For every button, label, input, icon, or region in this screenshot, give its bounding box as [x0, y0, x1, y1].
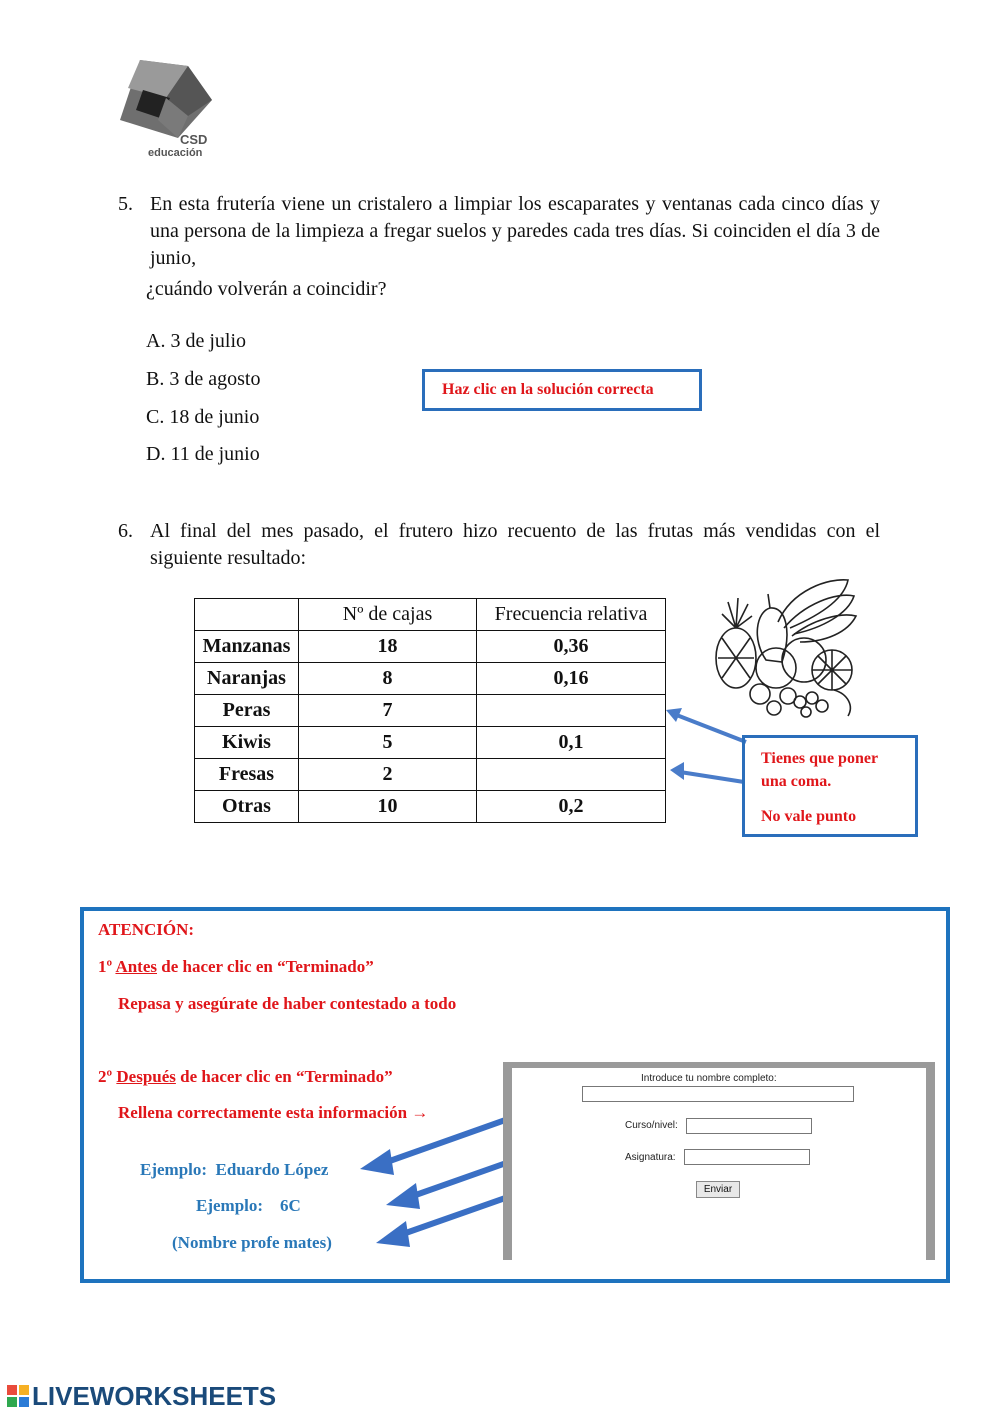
header-cell: Frecuencia relativa	[477, 599, 666, 631]
option-text: 3 de agosto	[169, 368, 261, 390]
footer-brand: LIVEWORKSHEETS	[32, 1380, 277, 1411]
fruit-cell: Naranjas	[195, 663, 299, 695]
header-cell: Nº de cajas	[299, 599, 477, 631]
option-letter: B.	[146, 368, 165, 390]
comma-note-line1: Tienes que poner	[761, 750, 879, 767]
boxes-cell: 7	[299, 695, 477, 727]
q5-option-d[interactable]	[146, 443, 260, 466]
example-teacher: (Nombre profe mates)	[172, 1233, 332, 1252]
q5-option-c[interactable]	[146, 406, 259, 429]
table-row	[195, 695, 666, 727]
example-course: Ejemplo: 6C	[196, 1196, 301, 1215]
logo-brand: CSD	[180, 132, 208, 147]
step1-underlined: Antes	[115, 957, 157, 976]
table-row	[195, 791, 666, 823]
freq-answer-fresas[interactable]	[477, 759, 666, 791]
step1-heading	[98, 957, 374, 977]
q6-text: Al final del mes pasado, el frutero hizo recuento de las frutas más vendidas con el siguiente resultado:	[150, 520, 880, 569]
table-row	[195, 631, 666, 663]
freq-cell: 0,36	[477, 631, 666, 663]
boxes-cell: 8	[299, 663, 477, 695]
step1-rest: de hacer clic en “Terminado”	[157, 957, 374, 976]
step2-prefix: 2º	[98, 1067, 117, 1086]
name-input[interactable]	[582, 1086, 854, 1102]
option-text: 11 de junio	[170, 443, 260, 465]
subject-label: Asignatura:	[625, 1152, 676, 1163]
course-label: Curso/nivel:	[625, 1120, 678, 1131]
step2-rest: de hacer clic en “Terminado”	[175, 1067, 393, 1086]
step1-detail: Repasa y asegúrate de haber contestado a todo	[118, 994, 457, 1013]
comma-note-line3: No vale punto	[761, 808, 857, 825]
submit-button[interactable]: Enviar	[696, 1181, 740, 1198]
example-name: Ejemplo: Eduardo López	[140, 1160, 329, 1179]
boxes-cell: 10	[299, 791, 477, 823]
freq-cell: 0,1	[477, 727, 666, 759]
q5-hint-text: Haz clic en la solución correcta	[442, 381, 654, 398]
boxes-cell: 18	[299, 631, 477, 663]
option-letter: D.	[146, 443, 166, 465]
right-arrow-icon: →	[411, 1103, 429, 1122]
option-text: 18 de junio	[169, 406, 260, 428]
q5-option-b[interactable]	[146, 368, 260, 391]
colored-squares-icon	[6, 1384, 30, 1408]
step2-heading	[98, 1067, 393, 1087]
option-letter: A.	[146, 330, 166, 352]
table-row	[195, 663, 666, 695]
fruit-cell: Manzanas	[195, 631, 299, 663]
liveworksheets-logo	[6, 1380, 276, 1412]
cube-logo-icon	[118, 58, 218, 143]
q6-number: 6.	[118, 520, 133, 542]
step2-underlined: Después	[116, 1067, 176, 1086]
header-cell	[195, 599, 299, 631]
fruit-cell: Fresas	[195, 759, 299, 791]
freq-cell: 0,2	[477, 791, 666, 823]
step1-prefix: 1º	[98, 957, 116, 976]
q5-number: 5.	[118, 193, 133, 215]
fruit-cell: Peras	[195, 695, 299, 727]
fruit-cell: Otras	[195, 791, 299, 823]
csd-logo	[118, 58, 218, 163]
q5-option-a[interactable]	[146, 330, 246, 353]
freq-cell: 0,16	[477, 663, 666, 695]
logo-subtitle: educación	[148, 147, 203, 159]
freq-answer-peras[interactable]	[477, 695, 666, 727]
comma-note-box	[742, 735, 918, 837]
table-row	[195, 727, 666, 759]
q5-text: En esta frutería viene un cristalero a limpiar los escaparates y ventanas cada cinco días y una persona de la limpieza a fregar suelos y paredes cada tres días. Si coinciden el día 3 de junio,	[150, 193, 880, 269]
option-letter: C.	[146, 406, 165, 428]
boxes-cell: 2	[299, 759, 477, 791]
step2-detail-text: Rellena correctamente esta información	[118, 1103, 408, 1122]
subject-input[interactable]	[684, 1149, 810, 1165]
table-row	[195, 759, 666, 791]
name-label: Introduce tu nombre completo:	[641, 1073, 777, 1084]
frequency-table	[194, 598, 666, 823]
course-input[interactable]	[686, 1118, 812, 1134]
q5-question: ¿cuándo volverán a coincidir?	[146, 278, 387, 300]
attention-title: ATENCIÓN:	[98, 920, 195, 939]
comma-note-line2: una coma.	[761, 773, 832, 790]
table-header-row	[195, 599, 666, 631]
q5-hint-box	[422, 369, 702, 411]
boxes-cell: 5	[299, 727, 477, 759]
option-text: 3 de julio	[170, 330, 246, 352]
fruit-cell: Kiwis	[195, 727, 299, 759]
